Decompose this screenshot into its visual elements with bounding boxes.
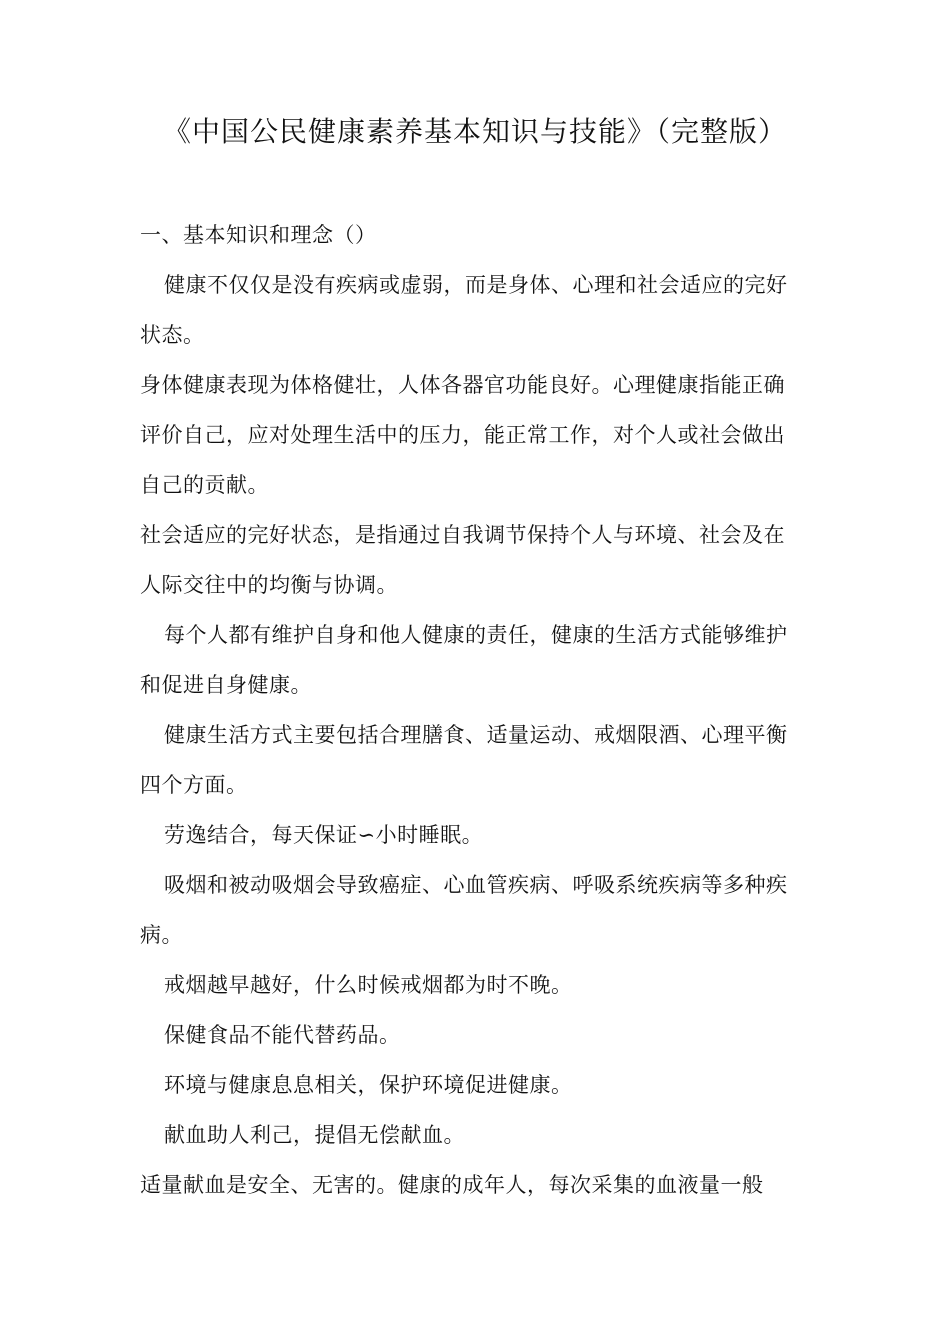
paragraph-healthy-lifestyle: 健康生活方式主要包括合理膳食、适量运动、戒烟限酒、心理平衡四个方面。	[140, 723, 788, 797]
paragraph-physical-mental-health: 身体健康表现为体格健壮，人体各器官功能良好。心理健康指能正确评价自己，应对处理生活中的压力，能正常工作，对个人或社会做出自己的贡献。	[140, 373, 785, 497]
paragraph-health-food: 保健食品不能代替药品。	[164, 1023, 401, 1047]
paragraph-sleep: 劳逸结合，每天保证∽小时睡眠。	[164, 823, 484, 847]
section-heading: 一、基本知识和理念（）	[140, 223, 377, 247]
paragraph-health-responsibility: 每个人都有维护自身和他人健康的责任，健康的生活方式能够维护和促进自身健康。	[140, 623, 788, 697]
document-body	[140, 210, 800, 1210]
paragraph-social-adaptation: 社会适应的完好状态，是指通过自我调节保持个人与环境、社会及在人际交往中的均衡与协调。	[140, 523, 785, 597]
paragraph-quit-smoking: 戒烟越早越好，什么时候戒烟都为时不晚。	[164, 973, 573, 997]
paragraph-environment: 环境与健康息息相关，保护环境促进健康。	[164, 1073, 573, 1097]
paragraph-smoking-harm: 吸烟和被动吸烟会导致癌症、心血管疾病、呼吸系统疾病等多种疾病。	[140, 873, 788, 947]
paragraph-blood-donation: 献血助人利己，提倡无偿献血。	[164, 1123, 465, 1147]
document-title: 《中国公民健康素养基本知识与技能》（完整版）	[162, 115, 787, 148]
paragraph-health-definition: 健康不仅仅是没有疾病或虚弱，而是身体、心理和社会适应的完好状态。	[140, 273, 788, 347]
paragraph-blood-safety: 适量献血是安全、无害的。健康的成年人，每次采集的血液量一般	[140, 1173, 764, 1197]
